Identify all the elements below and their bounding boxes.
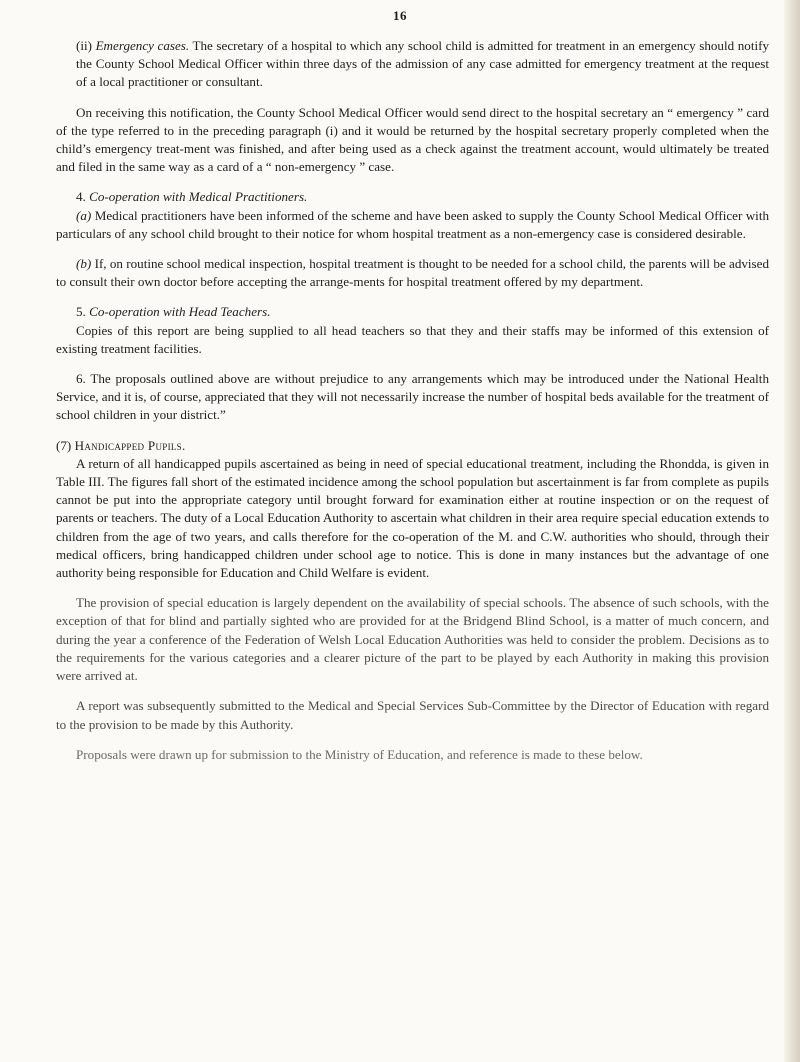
handicapped-paragraph-4	[56, 746, 769, 764]
cooperation-teachers-text: Copies of this report are being supplied to all head teachers so that they and their staffs may be informed of this extension of existing treatment facilities.	[56, 322, 769, 356]
handicapped-text-4: Proposals were drawn up for submission to the Ministry of Education, and reference is made to these below.	[76, 746, 643, 762]
cooperation-medical-a-label: (a)	[76, 207, 92, 223]
handicapped-paragraph-3	[56, 697, 769, 733]
cooperation-teachers-number: 5.	[76, 304, 86, 320]
page-number: 16	[393, 8, 407, 23]
cooperation-medical-number: 4.	[76, 189, 86, 205]
cooperation-teachers-title: Co-operation with Head Teachers.	[89, 304, 271, 320]
document-body	[56, 37, 769, 764]
handicapped-heading	[56, 437, 769, 455]
cooperation-medical-b-label: (b)	[76, 256, 92, 272]
scan-page-edge	[784, 0, 800, 1062]
cooperation-teachers-paragraph	[56, 322, 769, 358]
cooperation-medical-a-text: Medical practitioners have been informed of the scheme and have been asked to supply the County School Medical Officer with particulars of any school child brought to their notice for whom hospital treatment as a non-emergency case is considered desirable.	[56, 207, 770, 241]
proposals-paragraph	[56, 370, 769, 425]
cooperation-medical-title: Co-operation with Medical Practitioners.	[89, 189, 308, 205]
handicapped-paragraph-2	[56, 594, 769, 685]
notification-text: On receiving this notification, the County School Medical Officer would send direct to the hospital secretary an “ emergency ” card of the type referred to in the preceding paragraph (i) and it would be returned by the hospital secretary properly completed when the child’s emergency treat-ment was finished, and after being used as a check against the treatment account, would ultimately be treated and filed in the same way as a card of a “ non-emergency ” case.	[56, 104, 769, 175]
proposals-number: 6.	[76, 371, 86, 387]
handicapped-number: (7)	[56, 437, 72, 453]
cooperation-medical-heading	[56, 188, 769, 206]
proposals-text: The proposals outlined above are without prejudice to any arrangements which may be introduced under the National Health Service, and it is, of course, appreciated that they will not necessarily increase the number of hospital beds available for the treatment of school children in your district.”	[56, 371, 769, 423]
handicapped-paragraph-1	[56, 455, 769, 582]
cooperation-teachers-heading	[56, 303, 769, 321]
cooperation-medical-b-text: If, on routine school medical inspection, hospital treatment is thought to be needed for a school child, the parents will be advised to consult their own doctor before accepting the arrange-ments for hospital treatment offered by my department.	[56, 256, 770, 290]
emergency-cases-title: Emergency cases.	[95, 38, 190, 53]
emergency-cases-paragraph	[56, 37, 769, 92]
notification-paragraph	[56, 104, 769, 177]
cooperation-medical-b-paragraph	[56, 255, 769, 291]
emergency-cases-prefix: (ii)	[76, 38, 92, 53]
handicapped-text-3: A report was subsequently submitted to the Medical and Special Services Sub-Committee by the Director of Education with regard to the provision to be made by this Authority.	[56, 698, 769, 732]
emergency-cases-text: The secretary of a hospital to which any school child is admitted for treatment in an emergency should notify the County School Medical Officer within three days of the admission of any case admitted for emergency treatment at the request of a local practitioner or consultant.	[76, 38, 769, 90]
handicapped-text-1: A return of all handicapped pupils ascertained as being in need of special educational treatment, including the Rhondda, is given in Table III. The figures fall short of the estimated incidence among the school population but ascertainment is far from complete as pupils cannot be put into the appropriate category until brought forward for examination either at routine inspection or on the request of parents or teachers. The duty of a Local Education Authority to ascertain what children in their area require special education extends to children from the age of two years, and calls therefore for the co-operation of the M. and C.W. authorities who should, through their medical officers, bring handicapped children under school age to notice. This is done in many instances but the advantage of one authority being responsible for Education and Child Welfare is evident.	[56, 455, 769, 581]
handicapped-title: Handicapped Pupils.	[74, 437, 186, 453]
handicapped-text-2: The provision of special education is largely dependent on the availability of special schools. The absence of such schools, with the exception of that for blind and partially sighted who are provided for at the Bridgend Blind School, is a matter of much concern, and during the year a conference of the Federation of Welsh Local Education Authorities was held to consider the problem. Decisions as to the requirements for the various categories and a clearer picture of the part to be played by each Authority in making this provision were arrived at.	[56, 595, 769, 684]
cooperation-medical-a-paragraph	[56, 207, 769, 243]
